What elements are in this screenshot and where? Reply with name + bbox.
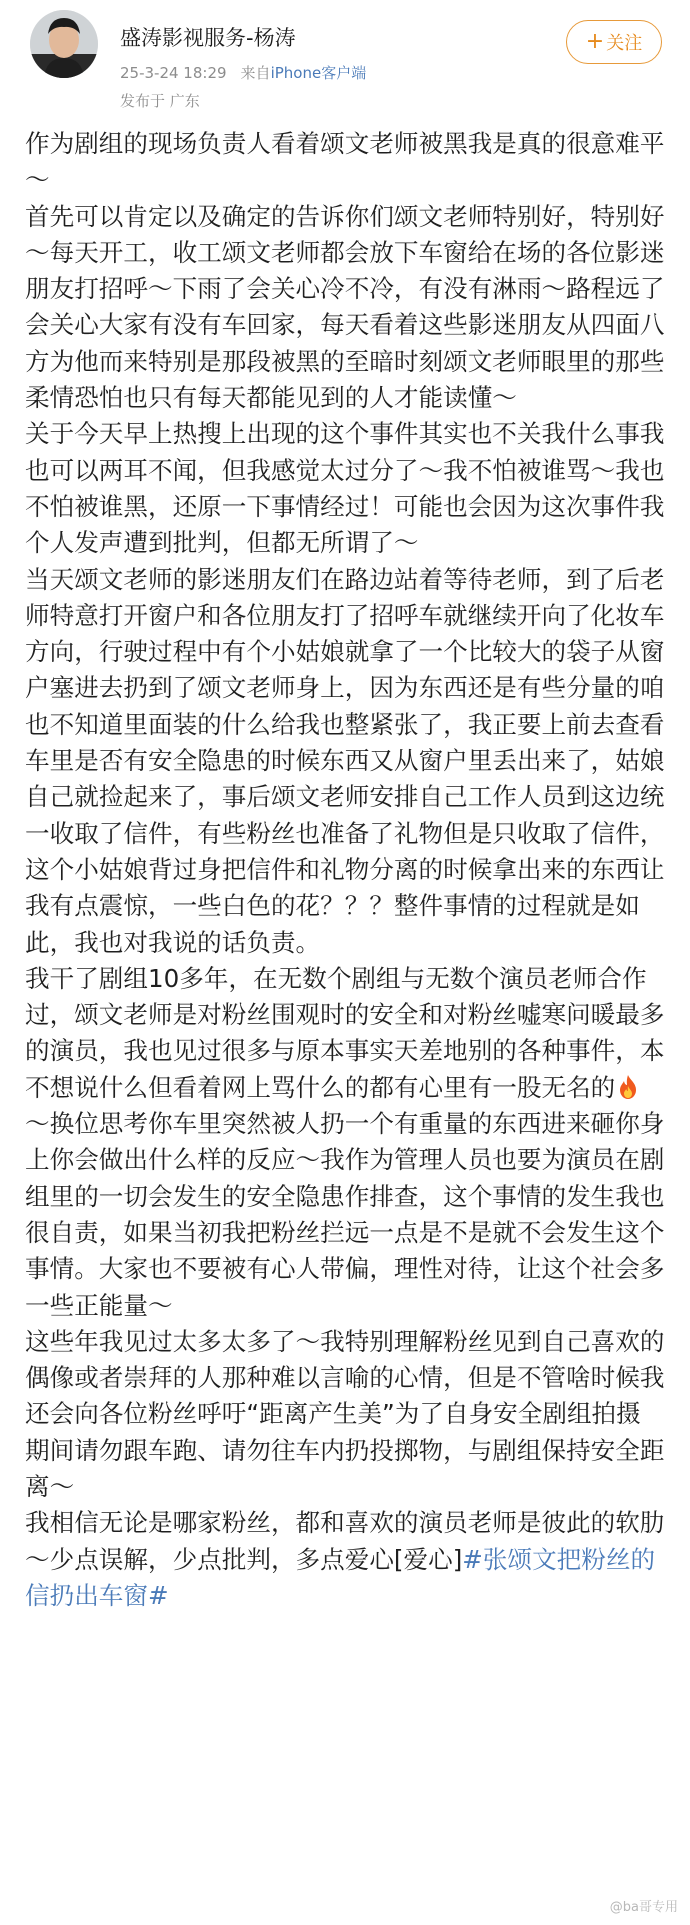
follow-label: 关注 — [606, 33, 643, 54]
post-paragraph-text: 我干了剧组10多年，在无数个剧组与无数个演员老师合作过，颂文老师是对粉丝围观时的安全和对粉丝嘘寒问暖最多的演员，我也见过很多与原本事实天差地别的各种事件，本不想说什么但看着网上骂什么的都有心里有一股无名的 — [25, 963, 665, 1102]
post-paragraph: 首先可以肯定以及确定的告诉你们颂文老师特别好，特别好～每天开工，收工颂文老师都会放下车窗给在场的各位影迷朋友打招呼～下雨了会关心冷不冷，有没有淋雨～路程远了会关心大家有没有车回家，每天看着这些影迷朋友从四面八方为他而来特别是那段被黑的至暗时刻颂文老师眼里的那些柔情恐怕也只有每天都能见到的人才能读懂～ — [25, 201, 665, 413]
post-paragraph: 作为剧组的现场负责人看着颂文老师被黑我是真的很意难平～ — [25, 129, 665, 195]
user-avatar-image — [30, 10, 98, 78]
fire-emoji-icon — [615, 1074, 641, 1100]
post-meta — [120, 62, 366, 83]
plus-icon: + — [585, 29, 605, 54]
post-timestamp: 25-3-24 18:29 — [120, 64, 227, 82]
post-paragraph-text: ～换位思考你车里突然被人扔一个有重量的东西进来砸你身上你会做出什么样的反应～我作为管理人员也要为演员在剧组里的一切会发生的安全隐患作排查，这个事情的发生我也很自责，如果当初我把粉丝拦远一点是不是就不会发生这个事情。大家也不要被有心人带偏，理性对待，让这个社会多一些正能量～ — [25, 1109, 665, 1320]
post-location: 发布于 广东 — [120, 92, 200, 110]
source-prefix: 来自 — [240, 64, 271, 82]
post-paragraph-with-emoji — [25, 961, 665, 1324]
post-paragraph-text: 我相信无论是哪家粉丝，都和喜欢的演员老师是彼此的软肋～少点误解，少点批判，多点爱心[爱心] — [25, 1508, 665, 1574]
post-paragraph: 当天颂文老师的影迷朋友们在路边站着等待老师，到了后老师特意打开窗户和各位朋友打了招呼车就继续开向了化妆车方向，行驶过程中有个小姑娘就拿了一个比较大的袋子从窗户塞进去扔到了颂文老师身上，因为东西还是有些分量的咱也不知道里面装的什么给我也整紧张了，我正要上前去查看车里是否有安全隐患的时候东西又从窗户里丢出来了，姑娘自己就捡起来了，事后颂文老师安排自己工作人员到这边统一收取了信件，有些粉丝也准备了礼物但是只收取了信件，这个小姑娘背过身把信件和礼物分离的时候拿出来的东西让我有点震惊，一些白色的花？？？整件事情的过程就是如此，我也对我说的话负责。 — [25, 564, 665, 957]
username[interactable]: 盛涛影视服务-杨涛 — [120, 26, 296, 50]
post-paragraph: 关于今天早上热搜上出现的这个事件其实也不关我什么事我也可以两耳不闻，但我感觉太过分了～我不怕被谁骂～我也不怕被谁黑，还原一下事情经过！可能也会因为这次事件我个人发声遭到批判，但都无所谓了～ — [25, 419, 665, 558]
source-client-link[interactable]: iPhone客户端 — [270, 64, 367, 82]
post-paragraph: 这些年我见过太多太多了～我特别理解粉丝见到自己喜欢的偶像或者崇拜的人那种难以言喻的心情，但是不管啥时候我还会向各位粉丝呼吁“距离产生美”为了自身安全剧组拍摄期间请勿跟车跑、请勿往车内扔投掷物，与剧组保持安全距离～ — [25, 1326, 665, 1501]
avatar[interactable] — [30, 10, 98, 78]
post-header — [0, 0, 690, 120]
follow-button[interactable] — [566, 20, 662, 64]
hashtag-link[interactable]: #张颂文把粉丝的信扔出车窗# — [25, 1544, 656, 1610]
watermark: @ba哥专用 — [609, 1900, 678, 1915]
post-paragraph-with-hashtag — [25, 1505, 665, 1614]
post-body — [25, 126, 665, 1614]
